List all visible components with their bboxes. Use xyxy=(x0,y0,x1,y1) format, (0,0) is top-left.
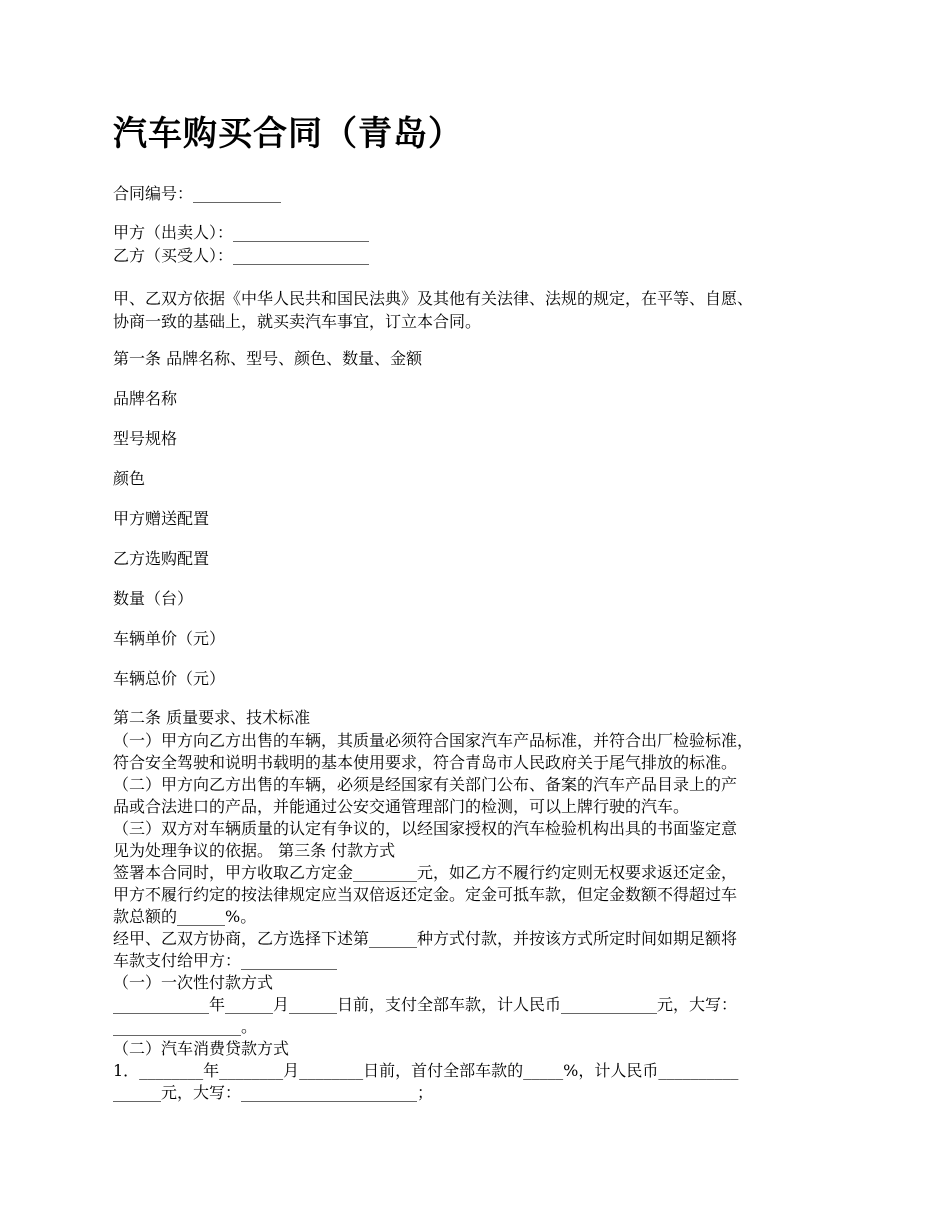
party-b-line: 乙方（买受人）：_________________ xyxy=(113,246,370,265)
article-1-item: 颜色 xyxy=(113,469,146,488)
party-a-line: 甲方（出卖人）：_________________ xyxy=(113,223,370,242)
body-line: ____________年______月______日前，支付全部车款，计人民币____________元，大写： xyxy=(113,995,738,1014)
document-title: 汽车购买合同（青岛） xyxy=(113,114,463,154)
body-line: 1．________年________月________日前，首付全部车款的_____%，计人民币__________ xyxy=(113,1061,739,1080)
body-line: ________________。 xyxy=(113,1017,258,1036)
preamble-line: 甲、乙双方依据《中华人民共和国民法典》及其他有关法律、法规的规定，在平等、自愿、 xyxy=(113,289,754,308)
body-line: （一）甲方向乙方出售的车辆，其质量必须符合国家汽车产品标准，并符合出厂检验标准， xyxy=(113,731,754,750)
article-1-item: 品牌名称 xyxy=(113,389,178,408)
body-line: 甲方不履行约定的按法律规定应当双倍返还定金。定金可抵车款，但定金数额不得超过车 xyxy=(113,885,738,904)
article-2-heading: 第二条 质量要求、技术标准 xyxy=(113,708,311,727)
article-1-item: 型号规格 xyxy=(113,429,178,448)
article-1-item: 数量（台） xyxy=(113,589,194,608)
article-1-heading: 第一条 品牌名称、型号、颜色、数量、金额 xyxy=(113,349,423,368)
body-line: ______元，大写：______________________； xyxy=(113,1083,434,1102)
article-1-item: 车辆单价（元） xyxy=(113,629,226,648)
body-line: 品或合法进口的产品，并能通过公安交通管理部门的检测，可以上牌行驶的汽车。 xyxy=(113,797,690,816)
article-1-item: 乙方选购配置 xyxy=(113,549,210,568)
article-1-item: 车辆总价（元） xyxy=(113,669,226,688)
body-line: （二）甲方向乙方出售的车辆，必须是经国家有关部门公布、备案的汽车产品目录上的产 xyxy=(113,775,738,794)
body-line: 见为处理争议的依据。 第三条 付款方式 xyxy=(113,841,396,860)
body-line: 经甲、乙双方协商，乙方选择下述第______种方式付款，并按该方式所定时间如期足额将 xyxy=(113,929,738,948)
contract-number-line: 合同编号：___________ xyxy=(113,184,282,203)
body-line: （一）一次性付款方式 xyxy=(113,973,274,992)
article-1-item: 甲方赠送配置 xyxy=(113,509,210,528)
body-line: （三）双方对车辆质量的认定有争议的，以经国家授权的汽车检验机构出具的书面鉴定意 xyxy=(113,819,738,838)
preamble-line: 协商一致的基础上，就买卖汽车事宜，订立本合同。 xyxy=(113,312,482,331)
body-line: 款总额的______%。 xyxy=(113,907,257,926)
body-line: 符合安全驾驶和说明书载明的基本使用要求，符合青岛市人民政府关于尾气排放的标准。 xyxy=(113,753,738,772)
body-line: 签署本合同时，甲方收取乙方定金________元，如乙方不履行约定则无权要求返还定金， xyxy=(113,863,738,882)
body-line: （二）汽车消费贷款方式 xyxy=(113,1039,290,1058)
body-line: 车款支付给甲方：____________ xyxy=(113,951,338,970)
